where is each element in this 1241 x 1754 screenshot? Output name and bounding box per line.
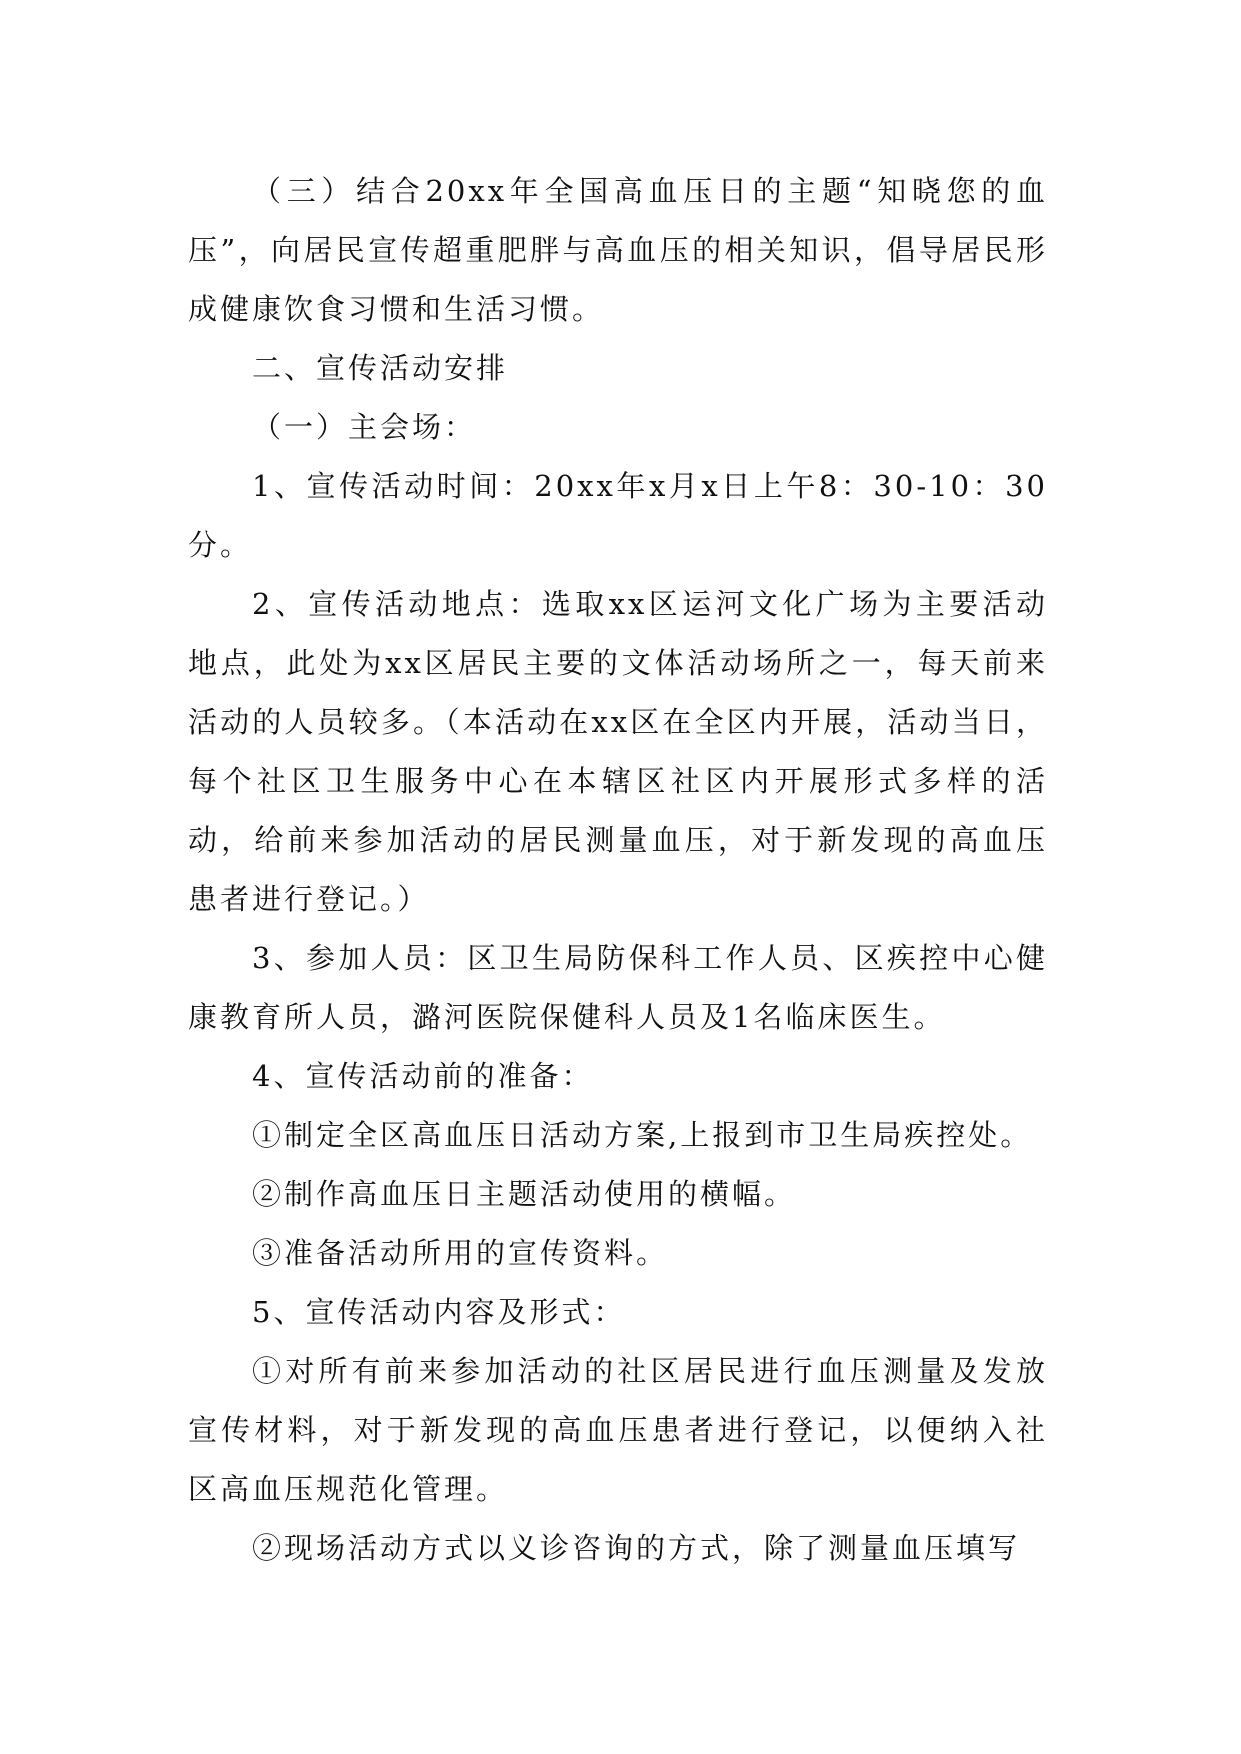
document-body <box>188 162 1048 1578</box>
subheading-main-venue: （一）主会场： <box>252 410 477 444</box>
list-item-consultation: ②现场活动方式以义诊咨询的方式，除了测量血压填写 <box>252 1531 1021 1565</box>
heading-activity-arrangement: 二、宣传活动安排 <box>252 351 509 385</box>
paragraph-preparation: 4、宣传活动前的准备： <box>252 1059 594 1093</box>
paragraph-participants: 3、参加人员：区卫生局防保科工作人员、区疾控中心健康教育所人员，潞河医院保健科人员及1名临床医生。 <box>188 941 1048 1034</box>
list-item-plan: ①制定全区高血压日活动方案,上报到市卫生局疾控处。 <box>252 1118 1033 1152</box>
paragraph-activity-location: 2、宣传活动地点：选取xx区运河文化广场为主要活动地点，此处为xx区居民主要的文体活动场所之一，每天前来活动的人员较多。（本活动在xx区在全区内开展，活动当日，每个社区卫生服务中心在本辖区社区内开展形式多样的活动，给前来参加活动的居民测量血压，对于新发现的高血压患者进行登记。） <box>188 587 1048 916</box>
list-item-banner: ②制作高血压日主题活动使用的横幅。 <box>252 1177 797 1211</box>
paragraph-content-form: 5、宣传活动内容及形式： <box>252 1295 626 1329</box>
list-item-measurement: ①对所有前来参加活动的社区居民进行血压测量及发放宣传材料，对于新发现的高血压患者进行登记，以便纳入社区高血压规范化管理。 <box>188 1354 1048 1506</box>
list-item-materials: ③准备活动所用的宣传资料。 <box>252 1236 669 1270</box>
paragraph-theme: （三）结合20xx年全国高血压日的主题“知晓您的血压”，向居民宣传超重肥胖与高血压的相关知识，倡导居民形成健康饮食习惯和生活习惯。 <box>188 174 1048 326</box>
paragraph-activity-time: 1、宣传活动时间：20xx年x月x日上午8：30-10：30分。 <box>188 469 1048 562</box>
